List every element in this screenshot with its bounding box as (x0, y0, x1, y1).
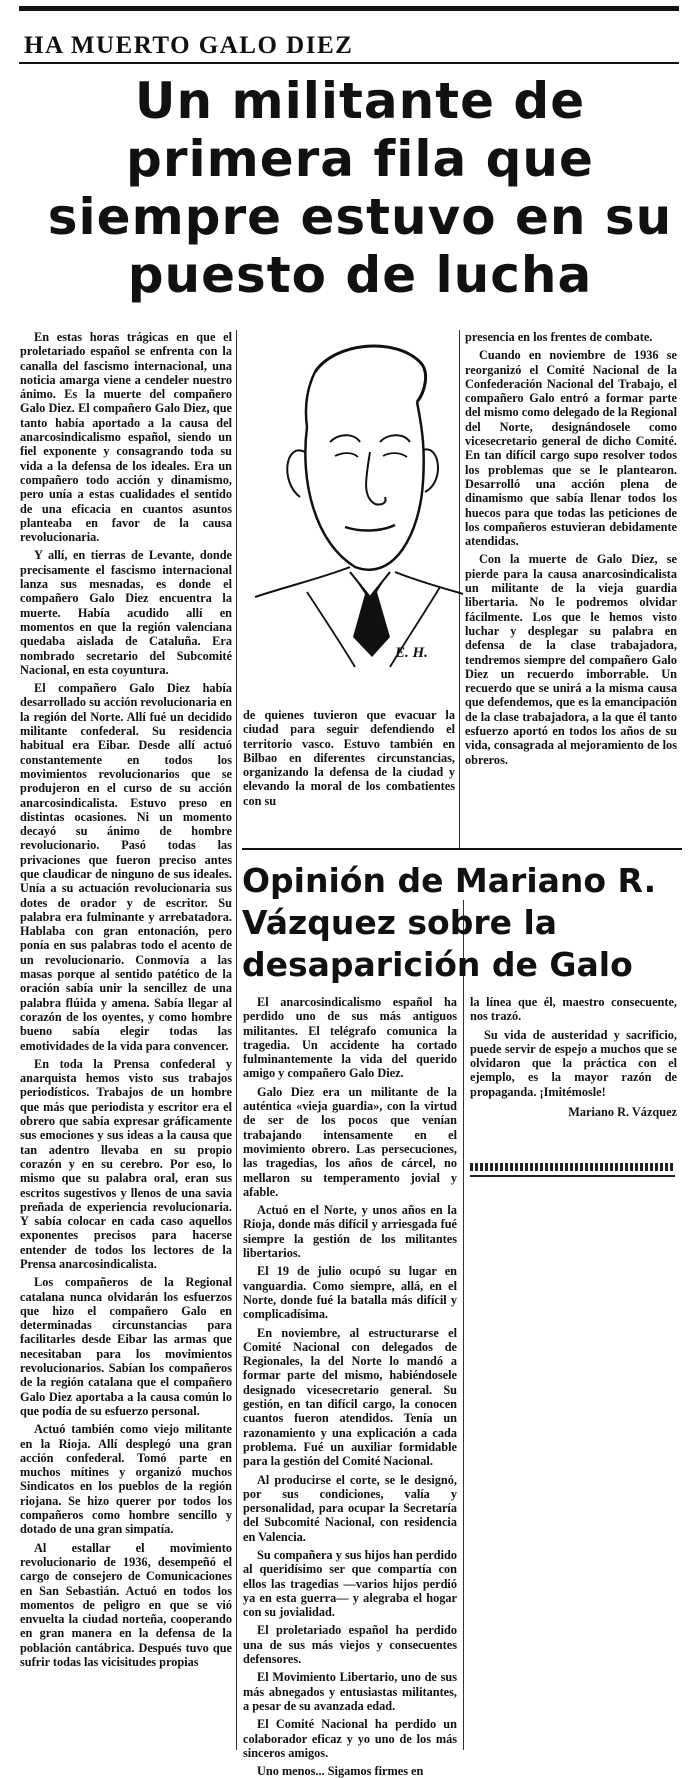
paragraph: Los compañeros de la Regional catalana nunca olvidarán los esfuerzos que hizo el compañero Galo en determinadas circunstancias para facilitarles desde Eibar las armas que necesitaban para los movimientos revolucionarios. Sabían los compañeros de la región catalana que el compañero Galo Diez aportaba a la causa común lo que podía de su esfuerzo personal. (20, 1275, 232, 1418)
opinion-column-2 (470, 995, 677, 1155)
paragraph: El proletariado español ha perdido una de sus más viejos y consecuentes defensores. (243, 1623, 457, 1667)
author-signature: Mariano R. Vázquez (568, 1105, 677, 1120)
paragraph: En toda la Prensa confederal y anarquista hemos visto sus trabajos periodísticos. Trabajos de un hombre que más que periodista y escritor era el obrero que sabía expresar gráficamente sus emociones y sus ideas a la causa que tan adentro llevaba en su propio corazón y en su cerebro. Por eso, lo mismo que su palabra oral, eran sus escritos sugestivos y llenos de una savia preñada de experiencia revolucionaria. Y sabía colocar en cada caso aquellos exponentes precisos para hacerse entender de todos los lectores de la Prensa anarcosindicalista. (20, 1056, 232, 1271)
paragraph: En noviembre, al estructurarse el Comité Nacional con delegados de Regionales, la del Norte lo mandó a formar parte del mismo, habiéndosele designado vicesecretario general. Su gestión, en tan difícil cargo, la conocen cuantos fueron atendidos. Tenía un razonamiento y una explicación a cada problema. Fué un auxiliar formidable para la gestión del Comité Nacional. (243, 1325, 457, 1469)
decorative-rule-thin (470, 1175, 675, 1177)
kicker: HA MUERTO GALO DIEZ (24, 32, 354, 59)
article-column-1 (20, 330, 232, 1750)
paragraph: Su compañera y sus hijos han perdido al queridísimo ser que compartía con ellos las tragedias —varios hijos perdió ya en esta guerra— y alegraba el hogar con su jovialidad. (243, 1547, 457, 1620)
article-column-2-continuation (243, 708, 455, 848)
paragraph: Al estallar el movimiento revolucionario de 1936, desempeñó el cargo de consejero de Comunicaciones en San Sebastián. Actuó en todos los momentos de peligro en que se vió envuelta la ciudad norteña, cooperando en gran manera en la defensa de la población cantábrica. Después tuvo que sufrir todas las vicisitudes propias (20, 1540, 232, 1670)
paragraph: En estas horas trágicas en que el proletariado español se enfrenta con la canalla del fascismo internacional, una noticia amarga viene a cendeler nuestro ánimo. Es la muerte del compañero Galo Diez. El compañero Galo Diez, que tanto había aportado a la causa del anarcosindicalismo español, siendo un fiel exponente y consagrando toda su vida a la defensa de los ideales. Era un compañero todo acción y dinamismo, pero unía a estas cualidades el sentido de una eficacia en cuantos asuntos planteaba en favor de la causa revolucionaria. (20, 330, 232, 545)
paragraph: la línea que él, maestro consecuente, nos trazó. (470, 995, 677, 1024)
paragraph: El anarcosindicalismo español ha perdido uno de sus más antiguos militantes. El telégrafo comunica la tragedia. Un accidente ha cortado fulminantemente la vida del querido amigo y compañero Galo Diez. (243, 995, 457, 1081)
paragraph: Actuó también como viejo militante en la Rioja. Allí desplegó una gran acción confederal. Tomó parte en muchos mítines y organizó muchos Sindicatos en los pueblos de la región riojana. Se hizo querer por todos los compañeros como hombre sencillo y dotado de una gran simpatía. (20, 1422, 232, 1537)
column-divider-3 (463, 900, 464, 1750)
paragraph: El compañero Galo Diez había desarrollado su acción revolucionaria en la región del Norte. Allí fué un decidido militante confederal. Su residencia habitual era Eibar. Desde allí actuó constantemente en todos los movimientos revolucionarios que se produjeron en el curso de su acción anarcosindicalista. Estuvo preso en distintas ocasiones. Ni un momento decayó su ánimo de hombre revolucionario. Pasó todas las privaciones que fueron preciso antes que claudicar de ninguno de sus ideales. Unía a su actuación revolucionaria sus dotes de orador y de escritor. Su palabra era fulminante y arrebatadora. Hablaba con gran entonación, pero ponía en sus palabras todo el acento de un revolucionario. Conmovía a las masas porque al sentido patético de la oración sabía unir la sencillez de una palabra flúida y amena. Sabía llegar al corazón de los oyentes, y como hombre bueno sabía elegir todas las emotividades de la vida para convencer. (20, 681, 233, 1053)
paragraph: Galo Diez era un militante de la auténtica «vieja guardia», con la virtud de ser de los pocos que venían trabajando intensamente en el movimiento obrero. Las persecuciones, las tragedias, los años de cárcel, no mellaron su temperamento jovial y afable. (243, 1084, 457, 1199)
paragraph: Cuando en noviembre de 1936 se reorganizó el Comité Nacional de la Confederación Nacional del Trabajo, el compañero Galo entró a formar parte del mismo como delegado de la Regional del Norte, designándosele como vicesecretario general de dicho Comité. En tan difícil cargo supo resolver todos los problemas que se le plantearon. Desarrolló una acción plena de dinamismo que sabía llenar todos los huecos para que todas las peticiones de los compañeros estuvieran debidamente atendidas. (465, 348, 677, 549)
paragraph: El Comité Nacional ha perdido un colaborador eficaz y yo uno de los más sinceros amigos. (243, 1717, 457, 1760)
paragraph: El 19 de julio ocupó su lugar en vanguardia. Como siempre, allá, en el Norte, donde fué la batalla más difícil y complicadísima. (243, 1264, 457, 1322)
kicker-rule (19, 62, 679, 64)
paragraph: Al producirse el corte, se le designó, por sus condiciones, valía y personalidad, para ocupar la Secretaría del Subcomité Nacional, con residencia en Valencia. (243, 1472, 457, 1544)
column-divider-1 (236, 330, 237, 1750)
subhead: Opinión de Mariano R. Vázquez sobre la desaparición de Galo (242, 861, 657, 984)
top-rule (19, 6, 679, 11)
paragraph: Y allí, en tierras de Levante, donde precisamente el fascismo internacional lanza sus mesnadas, es donde el compañero Galo Diez encuentra la muerte. Había acudido allí en momentos en que la región valenciana quedaba aislada de Cataluña. Era nombrado secretario del Subcomité Nacional, en esta coyuntura. (20, 548, 232, 677)
paragraph: Actuó en el Norte, y unos años en la Rioja, donde más difícil y arriesgada fué siempre la gestión de los militantes libertarios. (243, 1203, 457, 1261)
paragraph: de quienes tuvieron que evacuar la ciudad para seguir defendiendo el territorio vasco. Estuvo también en Bilbao en diferentes circunstancias, organizando la defensa de la ciudad y elevando la moral de los combatientes con su (243, 708, 455, 808)
paragraph: El Movimiento Libertario, uno de sus más abnegados y entusiastas militantes, a pesar de su avanzada edad. (243, 1670, 457, 1713)
paragraph: Su vida de austeridad y sacrificio, puede servir de espejo a muchos que se olvidaron que la práctica con el ejemplo, es la mayor razón de propaganda. ¡Imitémosle! (470, 1027, 677, 1099)
headline: Un militante de primera fila que siempre estuvo en su puesto de lucha (47, 72, 673, 304)
paragraph: Uno menos... Sigamos firmes en (257, 1764, 424, 1778)
portrait-illustration (245, 332, 465, 702)
paragraph: presencia en los frentes de combate. (465, 330, 653, 344)
opinion-column-1 (243, 995, 457, 1778)
decorative-rule (470, 1163, 675, 1171)
article-column-3 (465, 330, 677, 850)
subhead-rule (242, 848, 682, 850)
portrait-signature: E. H. (395, 645, 428, 661)
paragraph: Con la muerte de Galo Diez, se pierde para la causa anarcosindicalista un militante de la vieja guardia libertaria. No le podremos olvidar fácilmente. Los que le hemos visto luchar y desplegar su palabra en defensa de la clase trabajadora, tendremos siempre del compañero Galo Diez un recuerdo imborrable. Un recuerdo que se unirá a la misma causa que defendemos, que es la emancipación de la clase trabajadora, a la que él tanto esfuerzo aportó en todos los años de su vida, consagrada al mejoramiento de los obreros. (465, 552, 677, 767)
